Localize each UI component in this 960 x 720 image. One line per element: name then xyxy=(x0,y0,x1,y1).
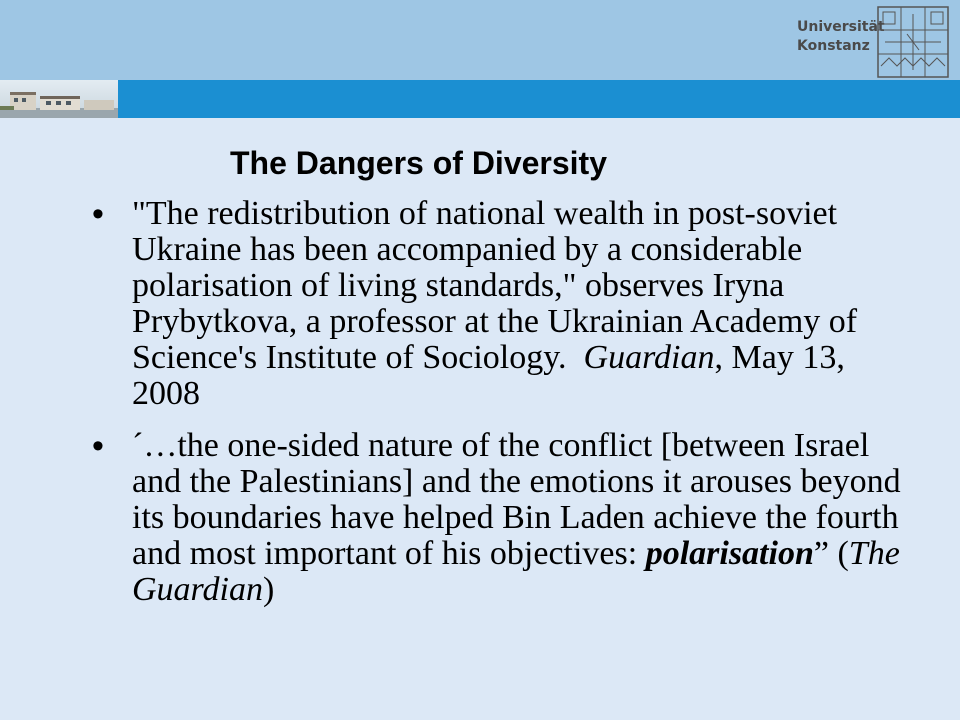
bullet-item-1 xyxy=(92,196,912,412)
bullet-item-2 xyxy=(92,428,912,608)
bullet-2-end: ) xyxy=(262,571,275,608)
bullet-1-date: , May 13, 2008 xyxy=(132,339,845,412)
accent-band xyxy=(0,80,960,118)
bullet-2-source: The Guardian xyxy=(132,535,900,608)
university-logo-text xyxy=(797,18,885,56)
bullet-list xyxy=(92,196,912,624)
bullet-2-closing: ” ( xyxy=(813,535,849,572)
logo-line-1: Universität xyxy=(797,19,885,35)
bullet-1-quote: "The redistribution of national wealth in post-soviet Ukraine has been accompanied by a considerable polarisation of living standards," observes Iryna Prybytkova, a professor at the Ukrainian Academy of Science's Institute of Sociology. xyxy=(132,195,858,376)
bullet-2-quote: ´…the one-sided nature of the conflict [between Israel and the Palestinians] and the emotions it arouses beyond its boundaries have helped Bin Laden achieve the fourth and most important of his objectives: xyxy=(132,427,901,572)
bullet-icon: • xyxy=(92,427,104,465)
bullet-1-source: Guardian xyxy=(583,339,715,376)
slide-title: The Dangers of Diversity xyxy=(230,145,607,181)
university-logo-icon xyxy=(877,6,949,78)
logo-line-2: Konstanz xyxy=(797,38,870,54)
bullet-2-emphasis: polarisation xyxy=(645,535,814,572)
header-bar xyxy=(0,0,960,80)
campus-photo xyxy=(0,80,118,118)
bullet-icon: • xyxy=(92,195,104,233)
